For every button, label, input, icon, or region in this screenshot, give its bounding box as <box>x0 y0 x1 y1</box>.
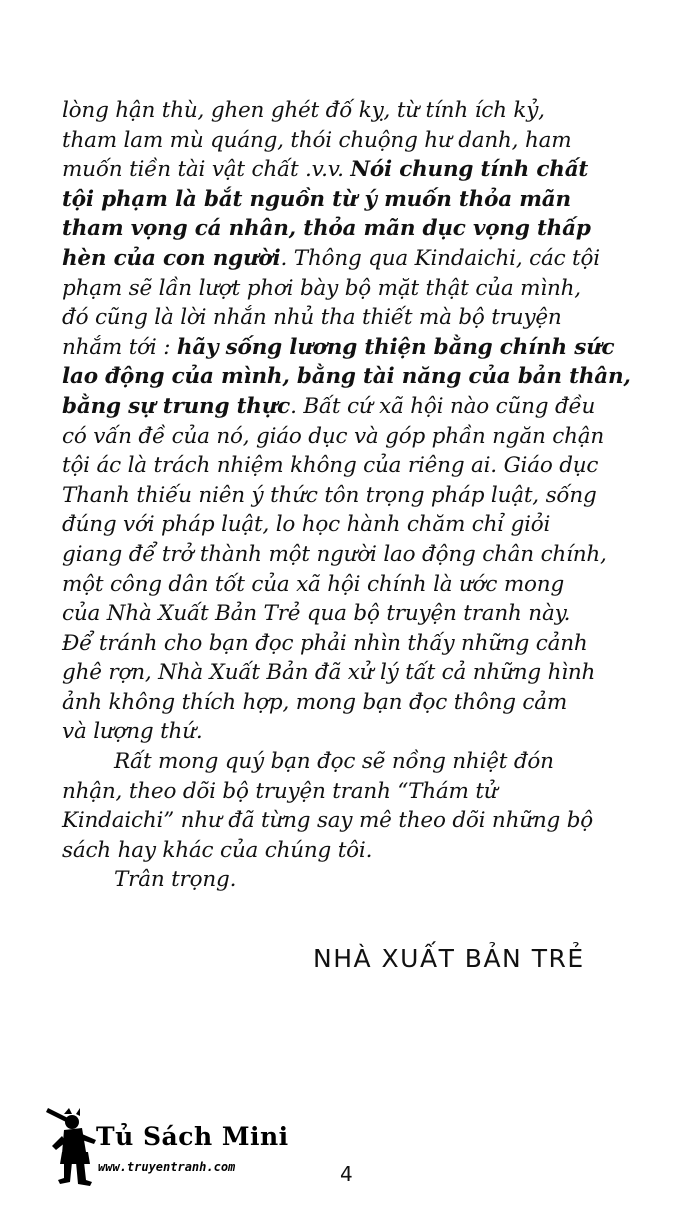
text-line: Thanh thiếu niên ý thức tôn trọng pháp luật, sống <box>62 482 597 508</box>
logo-url: www.truyentranh.com <box>98 1160 236 1174</box>
text-line: có vấn đề của nó, giáo dục và góp phần ngăn chận <box>62 423 604 449</box>
text-line: một công dân tốt của xã hội chính là ước mong <box>62 571 565 597</box>
page-number: 4 <box>340 1162 353 1186</box>
text-line: tham lam mù quáng, thói chuộng hư danh, ham <box>62 127 572 153</box>
text-line: bằng sự trung thực. Bất cứ xã hội nào cũng đều <box>62 393 596 419</box>
text-line: Kindaichi” như đã từng say mê theo dõi những bộ <box>62 808 594 834</box>
text-line: lao động của mình, bằng tài năng của bản thân, <box>62 364 631 390</box>
text-line: lòng hận thù, ghen ghét đố kỵ, từ tính ích kỷ, <box>62 98 545 123</box>
text-line: ảnh không thích hợp, mong bạn đọc thông cảm <box>62 689 568 715</box>
text-line: nhận, theo dõi bộ truyện tranh “Thám tử <box>62 778 498 804</box>
text-line: Rất mong quý bạn đọc sẽ nồng nhiệt đón <box>114 749 554 775</box>
publisher-signature: NHÀ XUẤT BẢN TRẺ <box>313 944 585 973</box>
text-line: đúng với pháp luật, lo học hành chăm chỉ giỏi <box>62 512 551 538</box>
logo-title: Tủ Sách Mini <box>96 1122 289 1151</box>
text-line: Trân trọng. <box>114 867 237 893</box>
body-text <box>62 96 652 895</box>
text-line: giang để trở thành một người lao động chân chính, <box>62 541 607 567</box>
text-line: và lượng thứ. <box>62 719 203 745</box>
text-line: phạm sẽ lần lượt phơi bày bộ mặt thật của mình, <box>62 275 581 301</box>
tu-sach-mini-logo <box>42 1100 289 1190</box>
text-line: tham vọng cá nhân, thỏa mãn dục vọng thấp <box>62 216 591 242</box>
text-line: Để tránh cho bạn đọc phải nhìn thấy những cảnh <box>62 630 588 656</box>
text-line: đó cũng là lời nhắn nhủ tha thiết mà bộ truyện <box>62 305 562 331</box>
text-line: muốn tiền tài vật chất .v.v. Nói chung tính chất <box>62 157 589 183</box>
text-line: hèn của con người. Thông qua Kindaichi, các tội <box>62 245 600 271</box>
text-line: sách hay khác của chúng tôi. <box>62 837 373 863</box>
text-line: nhắm tới : hãy sống lương thiện bằng chính sức <box>62 334 615 360</box>
text-line: tội phạm là bắt nguồn từ ý muốn thỏa mãn <box>62 186 571 212</box>
text-line: tội ác là trách nhiệm không của riêng ai. Giáo dục <box>62 453 599 479</box>
text-line: ghê rợn, Nhà Xuất Bản đã xử lý tất cả những hình <box>62 660 596 686</box>
text-line: của Nhà Xuất Bản Trẻ qua bộ truyện tranh này. <box>62 601 571 627</box>
